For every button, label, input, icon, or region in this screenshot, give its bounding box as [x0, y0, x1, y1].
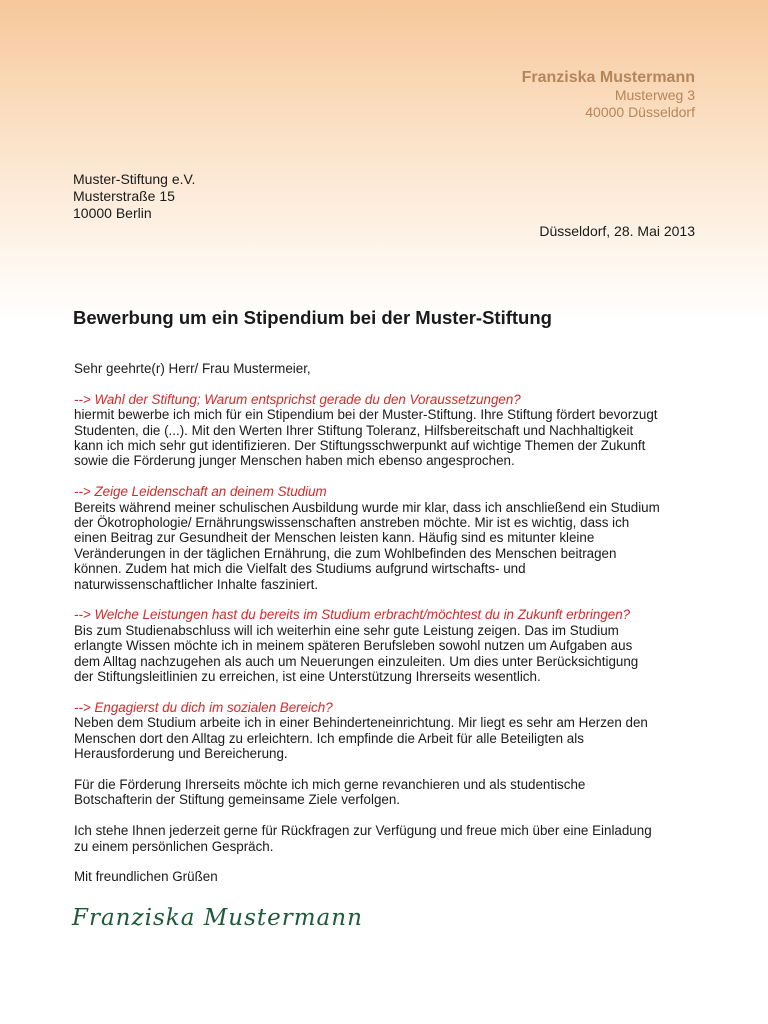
- letter-date: Düsseldorf, 28. Mai 2013: [539, 223, 695, 239]
- closing-paragraph: [74, 777, 704, 808]
- body-line: hiermit bewerbe ich mich für ein Stipendium bei der Muster-Stiftung. Ihre Stiftung fördert bevorzugt: [74, 407, 658, 423]
- sender-block: [522, 68, 695, 121]
- sender-name: Franziska Mustermann: [521, 69, 695, 86]
- body-line: Neben dem Studium arbeite ich in einer Behinderteneinrichtung. Mir liegt es sehr am Herzen den: [74, 715, 648, 731]
- letter-body: [74, 361, 704, 900]
- body-line: sowie die Förderung junger Menschen haben mich ebenso angesprochen.: [74, 453, 515, 469]
- section-prompt: --> Zeige Leidenschaft an deinem Studium: [74, 484, 327, 500]
- recipient-line: Musterstraße 15: [73, 188, 175, 204]
- sign-off: Mit freundlichen Grüßen: [74, 869, 218, 885]
- section-paragraph: [74, 607, 704, 684]
- closing-paragraph: [74, 823, 704, 854]
- body-line: können. Zudem hat mich die Vielfalt des Studiums aufgrund wirtschafts- und: [74, 561, 526, 577]
- body-line: dem Alltag nachzugehen als auch um Neuerungen einzuleiten. Um dies unter Berücksichtigung: [74, 653, 639, 669]
- body-line: Menschen dort den Alltag zu erleichtern. Ich empfinde die Arbeit für alle Beteiligten als: [74, 730, 584, 746]
- body-line: Bereits während meiner schulischen Ausbildung wurde mir klar, dass ich anschließend ein Studium: [74, 499, 660, 515]
- sender-street: Musterweg 3: [614, 87, 695, 103]
- body-line: Veränderungen in der täglichen Ernährung, die zum Wohlbefinden des Menschen beitragen: [74, 545, 617, 561]
- body-line: der Stiftungsleitlinien zu erreichen, ist eine Unterstützung Ihrerseits wesentlich.: [74, 669, 541, 685]
- sender-city: 40000 Düsseldorf: [585, 104, 695, 120]
- body-line: Bis zum Studienabschluss will ich weiterhin eine sehr gute Leistung zeigen. Das im Studium: [74, 622, 619, 638]
- recipient-line: 10000 Berlin: [73, 205, 152, 221]
- section-paragraph: [74, 484, 704, 592]
- body-line: erlangte Wissen möchte ich in meinem späteren Berufsleben sowohl nutzen um Aufgaben aus: [74, 638, 633, 654]
- body-line: der Ökotrophologie/ Ernährungswissenschaften anstreben möchte. Mir ist es wichtig, dass ich: [74, 515, 630, 531]
- recipient-block: [73, 171, 195, 222]
- body-line: zu einem persönlichen Gespräch.: [74, 838, 274, 854]
- section-paragraph: [74, 700, 704, 762]
- salutation: Sehr geehrte(r) Herr/ Frau Mustermeier,: [74, 361, 311, 376]
- letter-subject: Bewerbung um ein Stipendium bei der Muster-Stiftung: [73, 307, 552, 328]
- body-line: kann ich mich sehr gut identifizieren. Der Stiftungsschwerpunkt auf wichtige Themen der Zukunft: [74, 438, 646, 454]
- body-line: Für die Förderung Ihrerseits möchte ich mich gerne revanchieren und als studentische: [74, 776, 586, 792]
- section-prompt: --> Wahl der Stiftung; Warum entsprichst gerade du den Voraussetzungen?: [74, 391, 521, 407]
- handwritten-signature: Franziska Mustermann: [72, 905, 363, 931]
- section-prompt: --> Welche Leistungen hast du bereits im Studium erbracht/möchtest du in Zukunft erbringen?: [74, 607, 631, 623]
- body-line: Ich stehe Ihnen jederzeit gerne für Rückfragen zur Verfügung und freue mich über eine Einladung: [74, 823, 652, 839]
- body-line: naturwissenschaftlicher Inhalte fasziniert.: [74, 576, 319, 592]
- section-paragraph: [74, 392, 704, 469]
- body-line: Botschafterin der Stiftung gemeinsame Ziele verfolgen.: [74, 792, 401, 808]
- recipient-line: Muster-Stiftung e.V.: [73, 171, 196, 187]
- section-prompt: --> Engagierst du dich im sozialen Bereich?: [74, 699, 333, 715]
- body-line: Herausforderung und Bereicherung.: [74, 746, 288, 762]
- body-line: Studenten, die (...). Mit den Werten Ihrer Stiftung Toleranz, Hilfsbereitschaft und Nachhaltigkeit: [74, 422, 634, 438]
- body-line: einen Beitrag zur Gesundheit der Menschen leisten kann. Häufig sind es mitunter kleine: [74, 530, 595, 546]
